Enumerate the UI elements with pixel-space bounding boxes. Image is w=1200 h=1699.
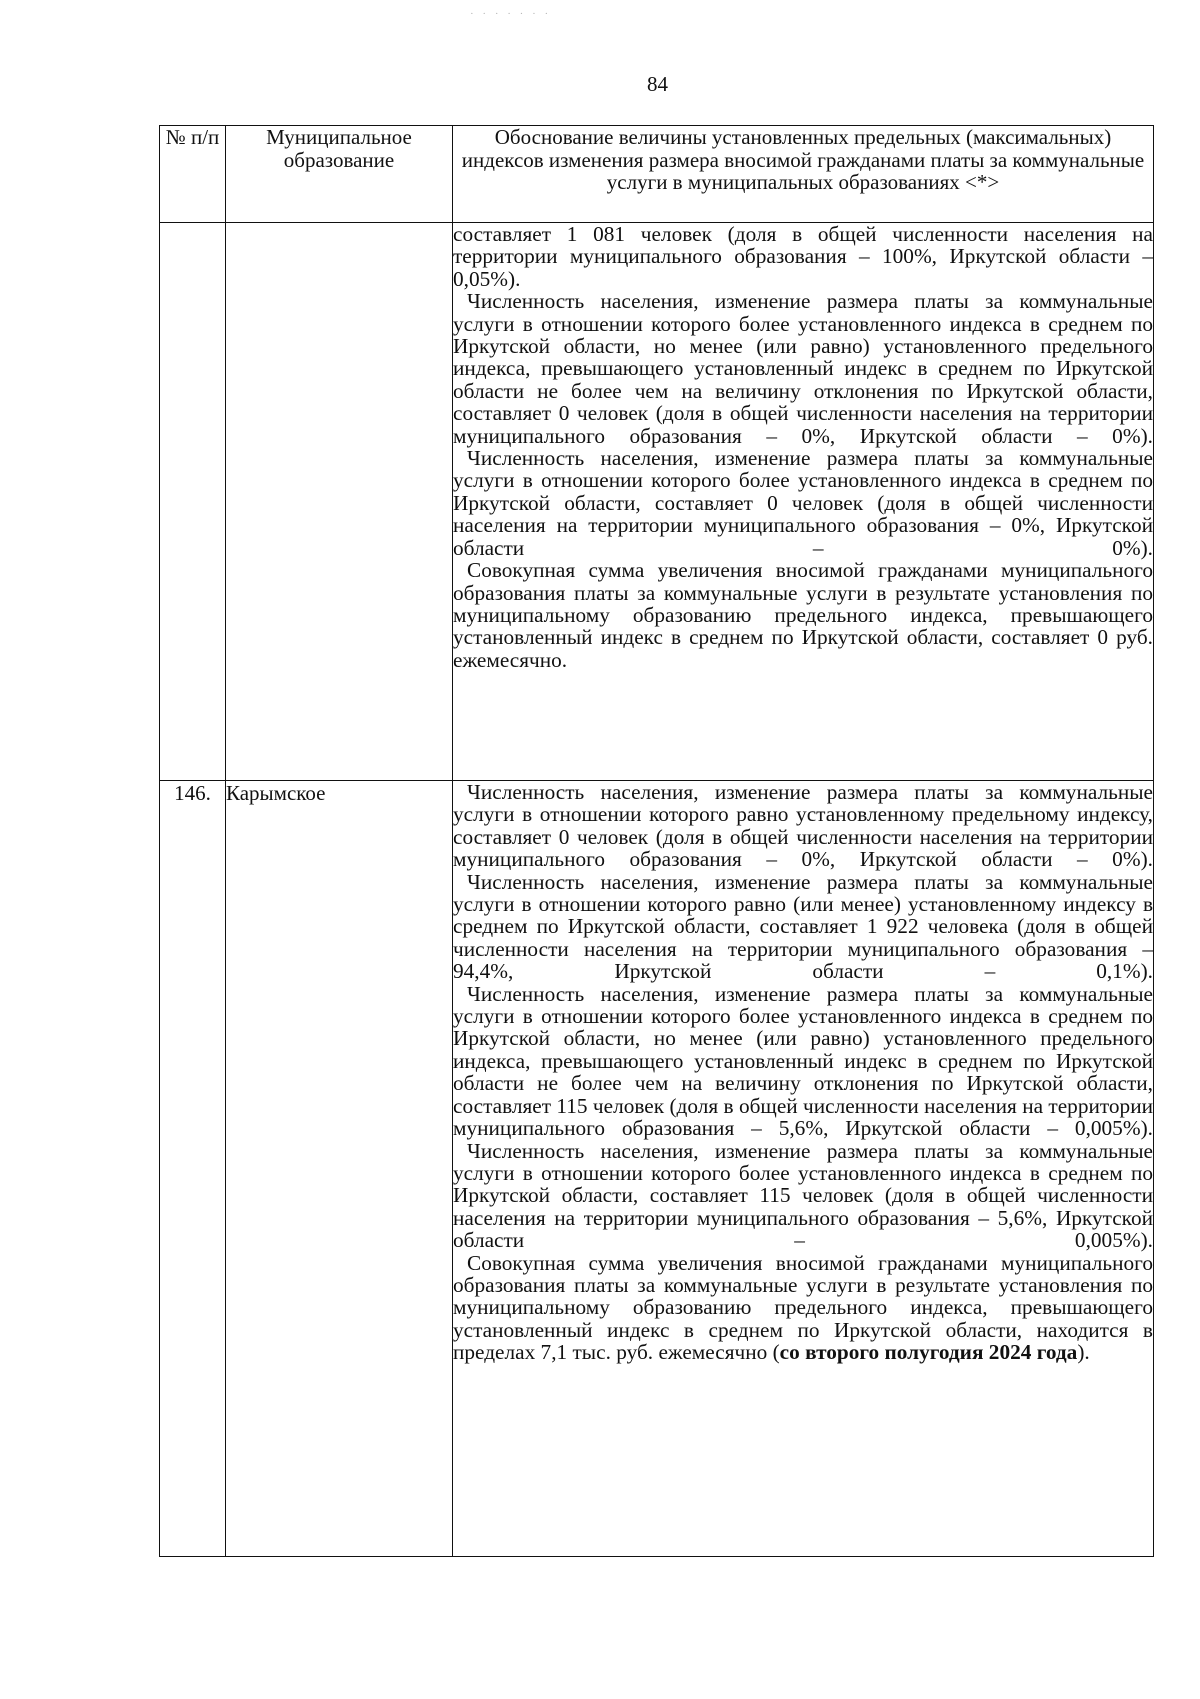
paragraph: Численность населения, изменение размера платы за коммунальные услуги в отношении которого более установленного индекса в среднем по Иркутской области, составляет 115 человек (доля в общей численности населения на территории муниципального образования – 5,6%, Иркутской области – 0,005%). [453, 1138, 1153, 1253]
paragraph: Численность населения, изменение размера платы за коммунальные услуги в отношении которого равно (или менее) установленному индексу в среднем по Иркутской области, составляет 1 922 человека (доля в общей численности населения на территории муниципального образования – 94,4%, Иркутской области – 0,1%). [453, 869, 1153, 984]
page-number: 84 [647, 72, 668, 96]
row-number: 146. [160, 781, 226, 1557]
table-row [160, 781, 1154, 1557]
table-row [160, 223, 1154, 781]
paragraph: Численность населения, изменение размера платы за коммунальные услуги в отношении которого более установленного индекса в среднем по Иркутской области, но менее (или равно) установленного предельного индекса, превышающего установленный индекс в среднем по Иркутской области не более чем на величину отклонения по Иркутской области, составляет 115 человек (доля в общей численности населения на территории муниципального образования – 5,6%, Иркутской области – 0,005%). [453, 981, 1153, 1141]
table-header-row [160, 126, 1154, 223]
paragraph: Совокупная сумма увеличения вносимой гражданами муниципального образования платы за коммунальные услуги в результате установления по муниципальному образованию предельного индекса, превышающего установленный индекс в среднем по Иркутской области, составляет 0 руб. ежемесячно. [453, 558, 1153, 672]
final-paragraph [453, 1252, 1153, 1364]
paragraph: Численность населения, изменение размера платы за коммунальные услуги в отношении которого более установленного индекса в среднем по Иркутской области, но менее (или равно) установленного предельного индекса, превышающего установленный индекс в среднем по Иркутской области не более чем на величину отклонения по Иркутской области, составляет 0 человек (доля в общей численности населения на территории муниципального образования – 0%, Иркутской области – 0%). [453, 289, 1153, 448]
row-number [160, 223, 226, 781]
justification-table [159, 125, 1154, 1557]
justification-text [453, 223, 1154, 781]
paragraph: составляет 1 081 человек (доля в общей численности населения на территории муниципального образования – 100%, Иркутской области – 0,05%). [453, 222, 1153, 291]
header-justification: Обоснование величины установленных предельных (максимальных) индексов изменения размера вносимой гражданами платы за коммунальные услуги в муниципальных образованиях <*> [453, 126, 1154, 223]
final-paragraph-bold: со второго полугодия 2024 года [779, 1340, 1078, 1365]
header-num: № п/п [160, 126, 226, 223]
paragraph: Численность населения, изменение размера платы за коммунальные услуги в отношении которого равно установленному предельному индексу, составляет 0 человек (доля в общей численности населения на территории муниципального образования – 0%, Иркутской области – 0%). [453, 780, 1153, 872]
final-paragraph-start: Совокупная сумма увеличения вносимой гражданами муниципального образования платы за коммунальные услуги в результате установления по муниципальному образованию предельного индекса, превышающего установленный индекс в среднем по Иркутской области, находится в пределах 7,1 тыс. руб. ежемесячно ( [453, 1250, 1153, 1365]
final-paragraph-end: ). [1077, 1340, 1090, 1365]
municipality-name: Карымское [226, 781, 453, 1557]
header-municipality: Муниципальное образование [226, 126, 453, 223]
paragraph: Численность населения, изменение размера платы за коммунальные услуги в отношении которого более установленного индекса в среднем по Иркутской области, составляет 0 человек (доля в общей численности населения на территории муниципального образования – 0%, Иркутской области – 0%). [453, 446, 1153, 560]
justification-text [453, 781, 1154, 1557]
scan-artifact-mark: · · · · · · · [470, 8, 552, 20]
municipality-name [226, 223, 453, 781]
